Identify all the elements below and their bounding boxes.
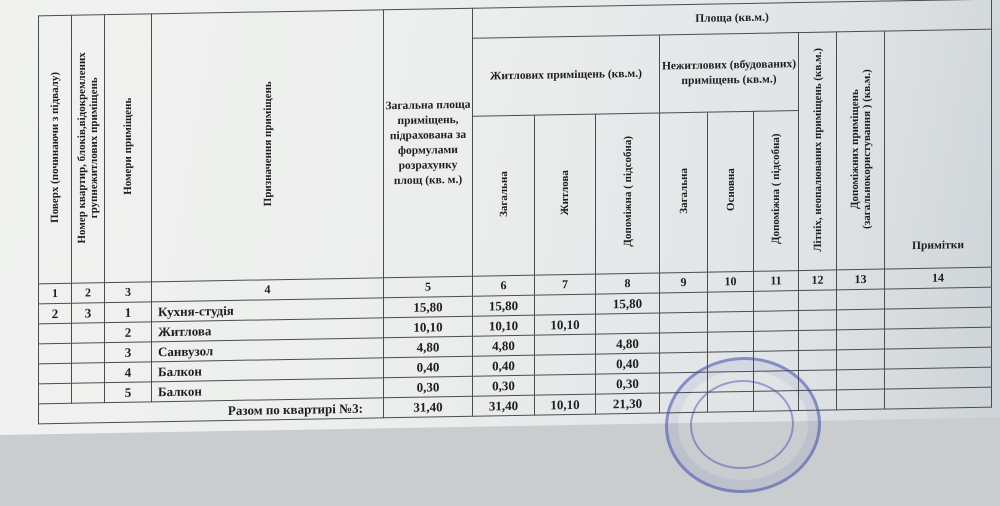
total-area-cell: 10,10 bbox=[384, 316, 473, 338]
empty-cell bbox=[660, 332, 708, 353]
header-summer-rooms: Літніх, неопалюваних приміщень (кв.м.) bbox=[799, 32, 837, 271]
column-number: 6 bbox=[473, 275, 535, 296]
living-main-cell bbox=[535, 354, 596, 375]
living-main-cell bbox=[535, 334, 596, 355]
total-area-cell: 4,80 bbox=[384, 336, 473, 358]
living-main-cell: 10,10 bbox=[535, 314, 596, 335]
empty-cell bbox=[885, 387, 992, 409]
living-total-cell: 0,40 bbox=[473, 355, 535, 376]
header-area-group: Площа (кв.м.) bbox=[473, 0, 992, 38]
column-number: 4 bbox=[152, 278, 384, 302]
empty-cell bbox=[885, 347, 992, 369]
apartment-cell: 3 bbox=[72, 303, 105, 324]
empty-cell bbox=[885, 327, 992, 349]
floor-cell bbox=[39, 323, 72, 344]
apartment-cell bbox=[72, 343, 105, 364]
living-total-sum: 31,40 bbox=[473, 395, 535, 416]
empty-cell bbox=[885, 307, 992, 329]
living-total-cell: 0,30 bbox=[473, 375, 535, 396]
living-aux-cell: 0,40 bbox=[596, 353, 660, 374]
header-apartment: Номер квартир, блоків,відокремлених групнежитлових приміщень bbox=[72, 15, 105, 284]
room-number-cell: 5 bbox=[105, 382, 152, 403]
empty-cell bbox=[708, 331, 754, 352]
empty-cell bbox=[708, 291, 754, 312]
empty-cell bbox=[837, 349, 885, 370]
column-number: 2 bbox=[72, 283, 105, 304]
room-number-cell: 3 bbox=[105, 342, 152, 363]
header-nonliving-total: Загальна bbox=[660, 112, 708, 273]
column-number: 10 bbox=[708, 271, 754, 292]
area-table bbox=[38, 0, 992, 424]
empty-cell bbox=[754, 291, 799, 312]
room-number-cell: 2 bbox=[105, 322, 152, 343]
empty-cell bbox=[837, 329, 885, 350]
column-number: 9 bbox=[660, 272, 708, 293]
empty-cell bbox=[708, 311, 754, 332]
living-aux-cell: 15,80 bbox=[596, 293, 660, 314]
total-area-cell: 15,80 bbox=[384, 296, 473, 318]
empty-cell bbox=[660, 292, 708, 313]
living-total-cell: 10,10 bbox=[473, 315, 535, 336]
header-living-main: Житлова bbox=[535, 114, 596, 275]
living-total-cell: 15,80 bbox=[473, 295, 535, 316]
header-nonliving-main: Основна bbox=[708, 111, 754, 272]
living-main-cell bbox=[535, 374, 596, 395]
empty-cell bbox=[799, 290, 837, 311]
living-total-cell: 4,80 bbox=[473, 335, 535, 356]
header-floor: Поверх (починаючи з підвалу) bbox=[39, 15, 72, 284]
empty-cell bbox=[799, 330, 837, 351]
header-total-area: Загальна площа приміщень, підрахована за формулами розрахунку площ (кв. м.) bbox=[384, 8, 473, 278]
floor-cell bbox=[39, 363, 72, 384]
header-purpose: Призначення приміщень bbox=[152, 10, 384, 282]
header-nonliving-aux: Допоміжна ( підсобна) bbox=[754, 111, 799, 272]
header-living-aux: Допоміжна ( підсобна) bbox=[596, 113, 660, 274]
floor-cell: 2 bbox=[39, 303, 72, 324]
header-nonliving-group: Нежитлових (вбудованих) приміщень (кв.м.) bbox=[660, 33, 799, 113]
empty-cell bbox=[799, 350, 837, 371]
total-area-sum: 31,40 bbox=[384, 396, 473, 418]
header-living-total: Загальна bbox=[473, 115, 535, 276]
purpose-cell: Санвузол bbox=[152, 338, 384, 362]
column-number: 12 bbox=[799, 270, 837, 291]
room-number-cell: 4 bbox=[105, 362, 152, 383]
apartment-cell bbox=[72, 363, 105, 384]
purpose-cell: Кухня-студія bbox=[152, 298, 384, 322]
apartment-cell bbox=[72, 323, 105, 344]
purpose-cell: Балкон bbox=[152, 358, 384, 382]
floor-cell bbox=[39, 343, 72, 364]
living-aux-cell: 4,80 bbox=[596, 333, 660, 354]
column-number: 5 bbox=[384, 276, 473, 298]
column-number: 11 bbox=[754, 271, 799, 292]
living-aux-sum: 21,30 bbox=[596, 393, 660, 414]
column-number: 3 bbox=[105, 282, 152, 303]
header-notes: Примітки bbox=[885, 29, 992, 269]
empty-cell bbox=[754, 331, 799, 352]
total-area-cell: 0,40 bbox=[384, 356, 473, 378]
header-living-group: Житлових приміщень (кв.м.) bbox=[473, 35, 660, 116]
column-number: 8 bbox=[596, 273, 660, 294]
floor-cell bbox=[39, 383, 72, 404]
empty-cell bbox=[837, 309, 885, 330]
total-area-cell: 0,30 bbox=[384, 376, 473, 398]
purpose-cell: Балкон bbox=[152, 378, 384, 402]
empty-cell bbox=[837, 389, 885, 410]
empty-cell bbox=[885, 287, 992, 309]
empty-cell bbox=[885, 367, 992, 389]
header-room-numbers: Номери приміщень bbox=[105, 14, 152, 283]
total-label: Разом по квартирі №3: bbox=[39, 398, 384, 424]
column-number: 7 bbox=[535, 274, 596, 295]
apartment-cell bbox=[72, 383, 105, 404]
empty-cell bbox=[837, 369, 885, 390]
column-number: 13 bbox=[837, 269, 885, 290]
living-aux-cell: 0,30 bbox=[596, 373, 660, 394]
purpose-cell: Житлова bbox=[152, 318, 384, 342]
empty-cell bbox=[660, 312, 708, 333]
empty-cell bbox=[837, 289, 885, 310]
column-number: 1 bbox=[39, 283, 72, 304]
empty-cell bbox=[754, 311, 799, 332]
living-main-cell bbox=[535, 294, 596, 315]
living-aux-cell bbox=[596, 313, 660, 334]
column-number: 14 bbox=[885, 267, 992, 289]
empty-cell bbox=[799, 310, 837, 331]
living-main-sum: 10,10 bbox=[535, 394, 596, 415]
room-number-cell: 1 bbox=[105, 302, 152, 323]
header-common-rooms: Допоміжних приміщень (загальнокористування ) (кв.м.) bbox=[837, 31, 885, 270]
